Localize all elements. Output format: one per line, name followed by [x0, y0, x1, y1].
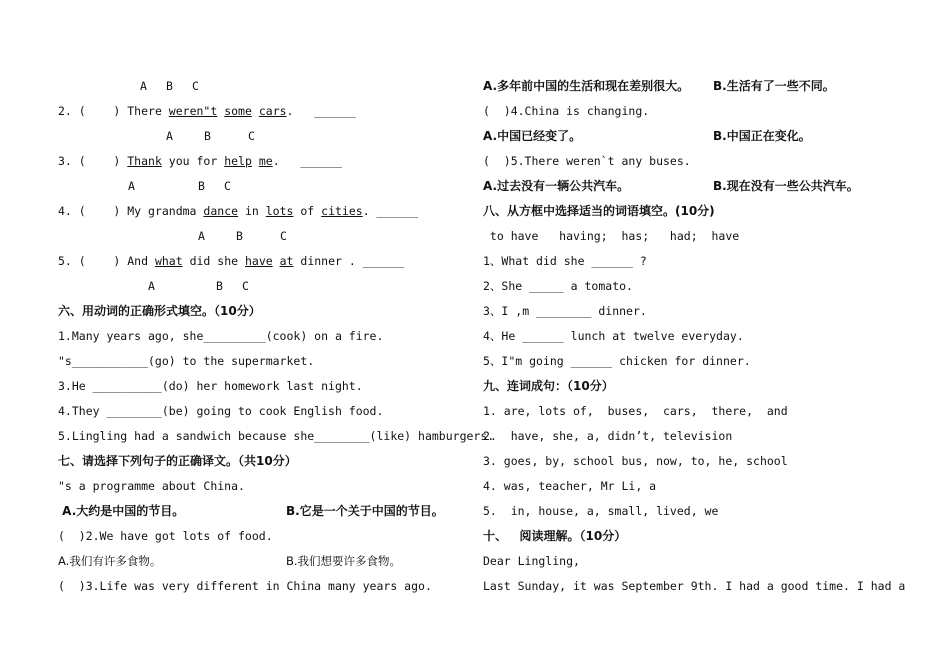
r-option-a3: A.过去没有一辆公共汽车。 — [483, 179, 630, 193]
sec7-option-b1: B.它是一个关于中国的节目。 — [286, 504, 444, 518]
sec8-line-5: 5、I"m going ______ chicken for dinner. — [483, 354, 751, 368]
sec6-line-2: "s___________(go) to the supermarket. — [58, 354, 315, 368]
r-option-a2: A.中国已经变了。 — [483, 129, 582, 143]
sec8-line-1: 1、What did she ______ ? — [483, 254, 647, 268]
sec7-line-1: "s a programme about China. — [58, 479, 245, 493]
sec7-option-b2: B.我们想要许多食物。 — [286, 554, 402, 568]
sec9-line-3: 3. goes, by, school bus, now, to, he, school — [483, 454, 788, 468]
sec8-line-4: 4、He ______ lunch at twelve everyday. — [483, 329, 744, 343]
r-line-2: ( )4.China is changing. — [483, 104, 650, 118]
sec8-line-2: 2、She _____ a tomato. — [483, 279, 633, 293]
sec9-line-1: 1. are, lots of, buses, cars, there, and — [483, 404, 788, 418]
letter-line-1: Last Sunday, it was September 9th. I had a good time. I had a — [483, 579, 906, 593]
sec6-line-4: 4.They ________(be) going to cook English food. — [58, 404, 384, 418]
sec6-line-5: 5.Lingling had a sandwich because she________(like) hamburgers. — [58, 429, 495, 443]
question-5: 5. ( ) And what did she have at dinner . ______ — [58, 254, 405, 268]
sec9-line-4: 4. was, teacher, Mr Li, a — [483, 479, 657, 493]
q3-option-letters: A B C — [128, 179, 231, 193]
section-8-title: 八、从方框中选择适当的词语填空。(10分) — [483, 204, 715, 218]
q2-option-letters: A B C — [166, 129, 255, 143]
sec9-line-5: 5. in, house, a, small, lived, we — [483, 504, 719, 518]
sec9-line-2: 2. have, she, a, didn’t, television — [483, 429, 733, 443]
r-option-b2: B.中国正在变化。 — [713, 129, 811, 143]
r-line-4: ( )5.There weren`t any buses. — [483, 154, 691, 168]
q4-option-letters: A B C — [198, 229, 287, 243]
section-6-title: 六、用动词的正确形式填空。（10分） — [58, 304, 261, 318]
question-4: 4. ( ) My grandma dance in lots of cities. ______ — [58, 204, 419, 218]
sec7-line-5: ( )3.Life was very different in China many years ago. — [58, 579, 432, 593]
sec7-option-a1: A.大约是中国的节目。 — [58, 504, 185, 518]
question-3: 3. ( ) Thank you for help me. ______ — [58, 154, 342, 168]
section-9-title: 九、连词成句：（10分） — [483, 379, 614, 393]
letter-greeting: Dear Lingling, — [483, 554, 580, 568]
r-option-a1: A.多年前中国的生活和现在差别很大。 — [483, 79, 690, 93]
question-2: 2. ( ) There weren"t some cars. ______ — [58, 104, 356, 118]
q1-option-letters: A B C — [140, 79, 199, 93]
sec8-line-3: 3、I ,m ________ dinner. — [483, 304, 647, 318]
section-7-title: 七、请选择下列句子的正确译文。（共10分） — [58, 454, 297, 468]
r-option-b1: B.生活有了一些不同。 — [713, 79, 835, 93]
sec6-line-3: 3.He __________(do) her homework last night. — [58, 379, 363, 393]
q5-option-letters: A B C — [148, 279, 249, 293]
r-option-b3: B.现在没有一些公共汽车。 — [713, 179, 859, 193]
sec8-word-box: to have having; has; had; have — [483, 229, 740, 243]
sec6-line-1: 1.Many years ago, she_________(cook) on a fire. — [58, 329, 384, 343]
sec7-option-a2: A.我们有许多食物。 — [58, 554, 162, 568]
sec7-line-3: ( )2.We have got lots of food. — [58, 529, 273, 543]
section-10-title: 十、 阅读理解。（10分） — [483, 529, 627, 543]
